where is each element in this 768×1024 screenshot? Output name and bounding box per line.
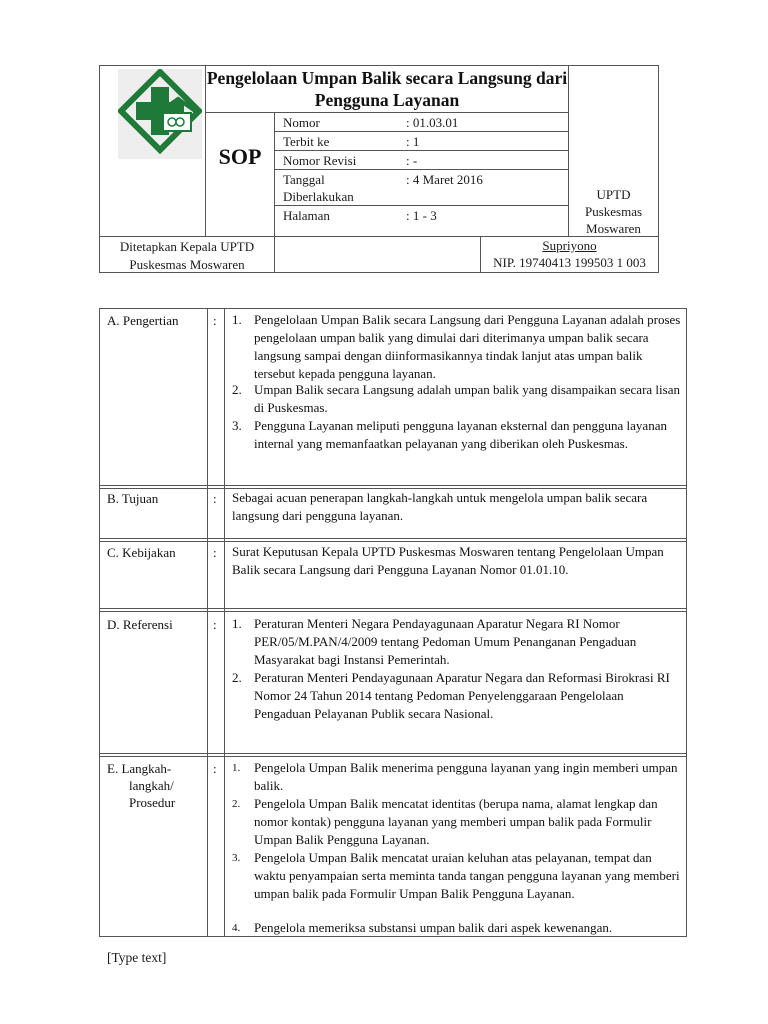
item-number: 1. (232, 762, 241, 774)
field-value-tanggal: : 4 Maret 2016 (406, 172, 483, 187)
field-value-revisi: : - (406, 153, 418, 168)
section-e-label-1: E. Langkah- (107, 761, 172, 776)
item-text: Pengelola memeriksa substansi umpan balik dari aspek kewenangan. (254, 920, 613, 935)
section-a-label: A. Pengertian (107, 313, 179, 328)
section-d-item-1 (232, 615, 682, 669)
ditetapkan-line-2: Puskesmas Moswaren (129, 257, 245, 272)
section-e-item-3 (232, 849, 682, 903)
section-e-label-2: langkah/ (129, 778, 174, 793)
section-c-colon: : (213, 545, 217, 560)
ditetapkan-line-1: Ditetapkan Kepala UPTD (119, 239, 255, 254)
section-c-label: C. Kebijakan (107, 545, 176, 560)
section-b-text: Sebagai acuan penerapan langkah-langkah untuk mengelola umpan balik secara langsung dari pengguna layanan. (232, 490, 648, 523)
item-number: 3. (232, 418, 242, 433)
section-e-label-3: Prosedur (129, 795, 176, 810)
item-text: Pengelolaan Umpan Balik secara Langsung dari Pengguna Layanan adalah proses pengelolaan umpan balik yang dimulai dari diterimanya umpan balik secara langsung sampai dengan diinformasikannya tindak lanjut atas umpan balik tersebut kepada pengguna layanan. (254, 312, 681, 381)
item-text: Pengelola Umpan Balik mencatat identitas (berupa nama, alamat lengkap dan nomor kontak) pengguna layanan yang memberi umpan balik pada Formulir Umpan Balik Pengguna Layanan. (254, 796, 658, 847)
item-number: 4. (232, 922, 241, 934)
item-number: 2. (232, 382, 242, 397)
signatory-nip: NIP. 19740413 199503 1 003 (493, 255, 646, 270)
item-text: Pengelola Umpan Balik mencatat uraian keluhan atas pelayanan, tempat dan waktu penyampaian serta meminta tanda tangan pengguna layanan yang memberi umpan balik pada Formulir Umpan Balik Pengguna Layanan. (254, 850, 680, 901)
section-a-item-3 (232, 417, 682, 453)
item-number: 1. (232, 312, 242, 327)
field-label-revisi: Nomor Revisi (283, 153, 357, 168)
item-text: Pengguna Layanan meliputi pengguna layanan eksternal dan pengguna layanan internal yang memanfaatkan pelayanan yang diberikan oleh Puskesmas. (254, 418, 667, 451)
section-a-item-1 (232, 311, 682, 383)
section-a-item-2 (232, 381, 682, 417)
field-label-terbit: Terbit ke (283, 134, 330, 149)
org-line-3: Moswaren (586, 221, 641, 236)
section-e-item-2 (232, 795, 682, 849)
item-number: 2. (232, 798, 241, 810)
item-text: Umpan Balik secara Langsung adalah umpan balik yang disampaikan secara lisan di Puskesmas. (254, 382, 680, 415)
item-number: 2. (232, 670, 242, 685)
section-d-label: D. Referensi (107, 617, 173, 632)
signatory-name: Supriyono (542, 238, 597, 253)
footer-placeholder[interactable]: [Type text] (107, 950, 167, 965)
section-e-item-1 (232, 759, 682, 795)
field-value-terbit: : 1 (406, 134, 420, 149)
section-d-colon: : (213, 617, 217, 632)
document-title: Pengelolaan Umpan Balik secara Langsung dari Pengguna Layanan (206, 68, 568, 110)
item-text: Peraturan Menteri Negara Pendayagunaan Aparatur Negara RI Nomor PER/05/M.PAN/4/2009 tentang Pedoman Umum Penanganan Pengaduan Masyarakat bagi Instansi Pemerintah. (254, 616, 637, 667)
field-label-tanggal: Tanggal Diberlakukan (283, 172, 354, 204)
field-value-halaman: : 1 - 3 (406, 208, 437, 223)
section-d-item-2 (232, 669, 682, 723)
item-text: Pengelola Umpan Balik menerima pengguna layanan yang ingin memberi umpan balik. (254, 760, 678, 793)
field-label-halaman: Halaman (283, 208, 330, 223)
puskesmas-logo (118, 69, 202, 159)
org-line-2: Puskesmas (584, 204, 643, 219)
org-line-1: UPTD (596, 187, 631, 202)
section-e-colon: : (213, 761, 217, 776)
puskesmas-logo-icon (118, 69, 202, 159)
section-a-colon: : (213, 313, 217, 328)
item-number: 3. (232, 852, 241, 864)
section-c-text: Surat Keputusan Kepala UPTD Puskesmas Moswaren tentang Pengelolaan Umpan Balik secara Langsung dari Pengguna Layanan Nomor 01.01.10. (232, 544, 664, 577)
section-b-colon: : (213, 491, 217, 506)
field-value-nomor: : 01.03.01 (406, 115, 459, 130)
field-label-nomor: Nomor (283, 115, 320, 130)
section-e-item-4 (232, 919, 682, 937)
item-number: 1. (232, 616, 242, 631)
section-b-label: B. Tujuan (107, 491, 159, 506)
sop-label: SOP (218, 144, 262, 169)
item-text: Peraturan Menteri Pendayagunaan Aparatur Negara dan Reformasi Birokrasi RI Nomor 24 Tahun 2014 tentang Pedoman Penyelenggaraan Pengelolaan Pengaduan Pelayanan Publik secara Nasional. (254, 670, 670, 721)
